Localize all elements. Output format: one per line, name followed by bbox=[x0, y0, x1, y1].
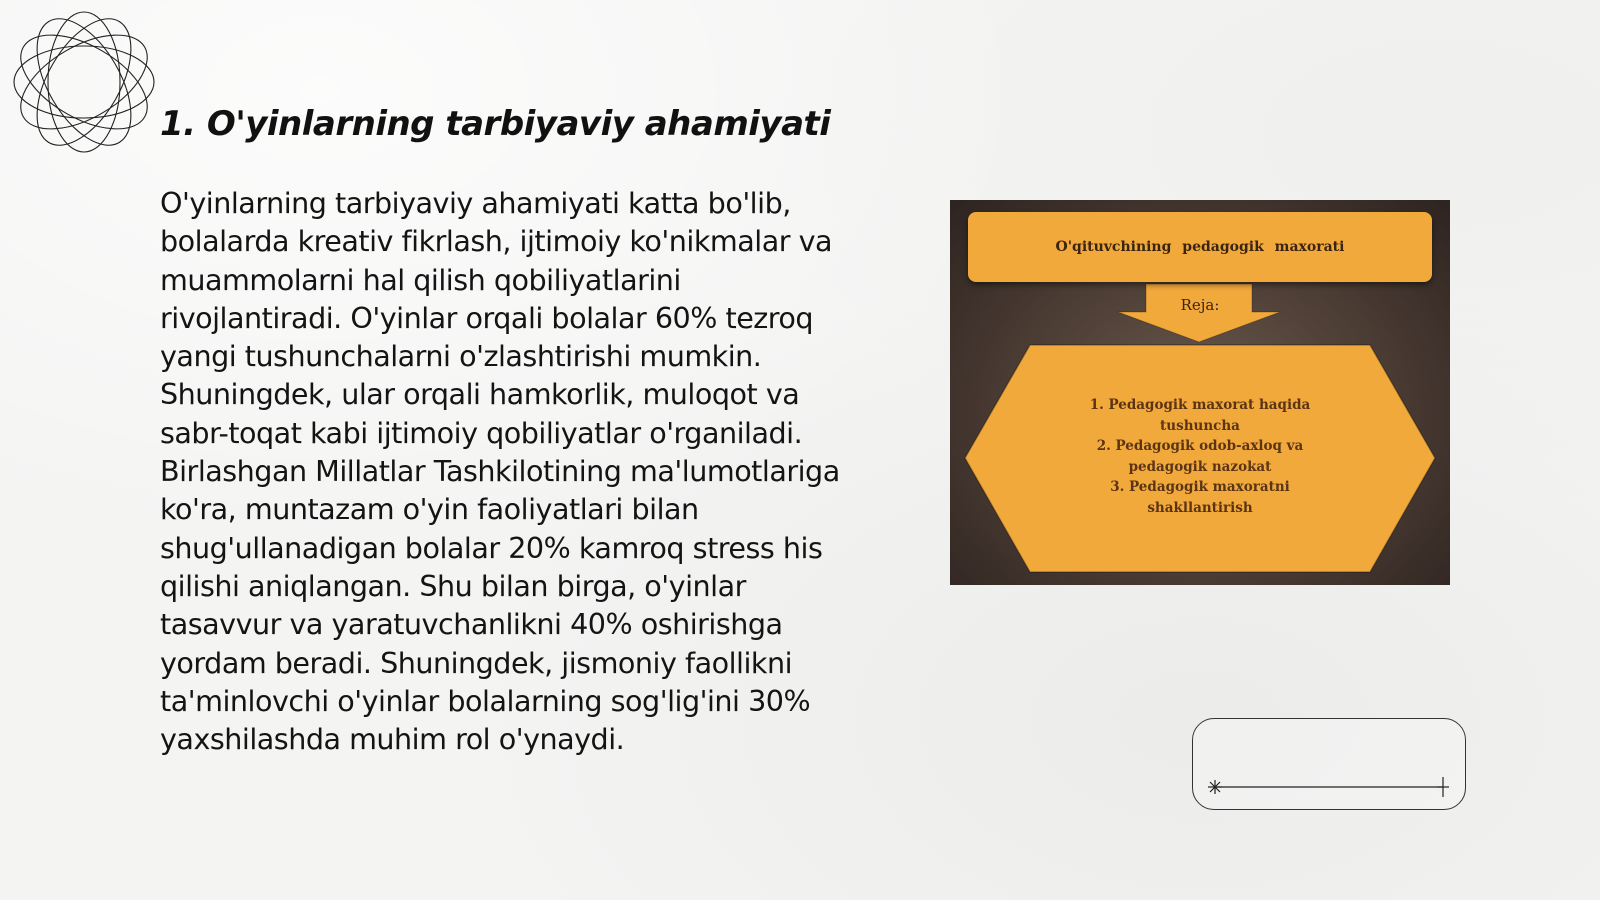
body-paragraph: O'yinlarning tarbiyaviy ahamiyati katta bo'lib, bolalarda kreativ fikrlash, ijtimoiy ko'nikmalar va muammolarni hal qilish qobiliyatlarini rivojlantiradi. O'yinlar orqali bolalar 60% tezroq yangi tushunchalarni o'zlashtirishi mumkin. Shuningdek, ular orqali hamkorlik, muloqot va sabr-toqat kabi ijtimoiy qobiliyatlar o'rganiladi. Birlashgan Millatlar Tashkilotining ma'lumotlariga ko'ra, muntazam o'yin faoliyatlari bilan shug'ullanadigan bolalar 20% kamroq stress his qilishi aniqlangan. Shu bilan birga, o'yinlar tasavvur va yaratuvchanlikni 40% oshirishga yordam beradi. Shuningdek, jismoniy faollikni ta'minlovchi o'yinlar bolalarning sog'lig'ini 30% yaxshilashda muhim rol o'ynaydi. bbox=[160, 186, 840, 757]
sparkle-icon bbox=[1208, 780, 1222, 794]
list-item: 1. Pedagogik maxorat haqida tushuncha bbox=[1089, 397, 1311, 434]
circle-rosette-icon bbox=[10, 8, 158, 156]
plan-list bbox=[1060, 395, 1340, 518]
list-item: 3. Pedagogik maxoratni shakllantirish bbox=[1110, 479, 1290, 516]
list-item: 2. Pedagogik odob-axloq va pedagogik nazokat bbox=[1096, 438, 1304, 475]
diagram-header: O'qituvchining pedagogik maxorati bbox=[968, 212, 1432, 282]
plus-icon bbox=[1437, 777, 1449, 797]
decorative-line bbox=[1193, 719, 1465, 809]
slide-title: 1. O'yinlarning tarbiyaviy ahamiyati bbox=[160, 104, 831, 144]
arrow-label: Reja: bbox=[1180, 296, 1220, 314]
decorative-line-box bbox=[1192, 718, 1466, 810]
pedagogy-diagram-image bbox=[950, 200, 1450, 585]
